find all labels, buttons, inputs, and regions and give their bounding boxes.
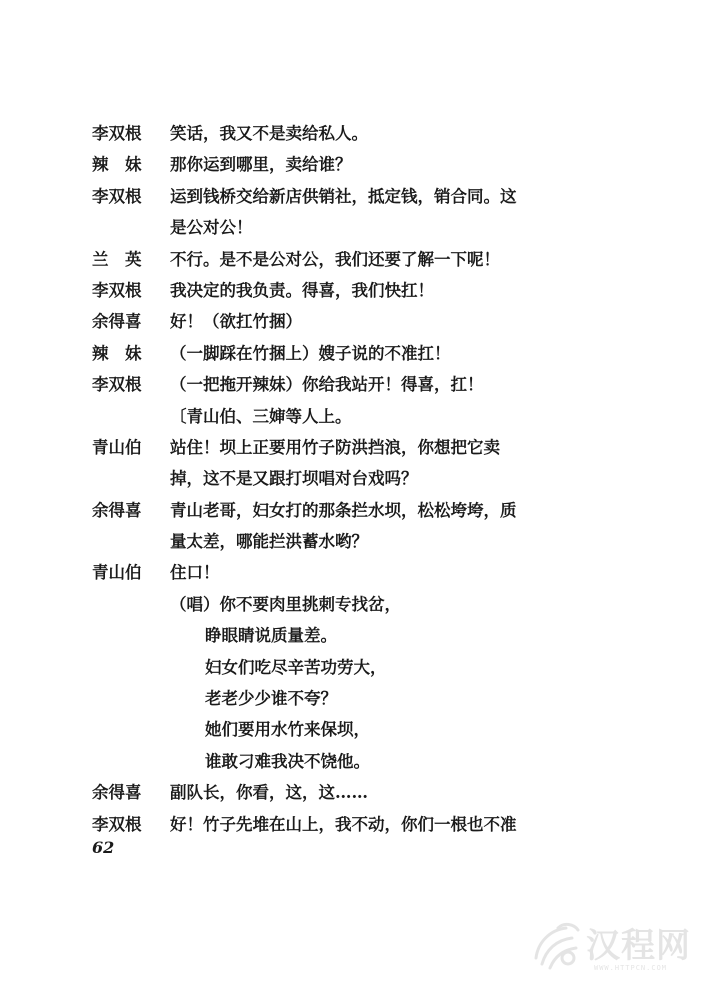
- dialogue-text: 青山老哥，妇女打的那条拦水坝，松松垮垮，质: [170, 500, 517, 520]
- script-line: [92, 589, 562, 620]
- dialogue-text: （一把拖开辣妹）你给我站开！得喜，扛！: [170, 375, 484, 395]
- speaker-name: 李双根: [92, 375, 142, 395]
- script-body: [92, 118, 562, 840]
- speaker-name: 余得喜: [92, 312, 142, 332]
- script-line: [92, 495, 562, 526]
- speaker-name: 青山伯: [92, 437, 142, 457]
- script-line: [92, 181, 562, 212]
- dialogue-text: （一脚踩在竹捆上）嫂子说的不准扛！: [170, 343, 451, 363]
- script-line: [92, 809, 562, 840]
- script-line: [92, 118, 562, 149]
- continuation-text: 妇女们吃尽辛苦功劳大，: [205, 657, 387, 677]
- script-line: [92, 557, 562, 588]
- script-line: [92, 244, 562, 275]
- continuation-text: 睁眼睛说质量差。: [205, 626, 337, 646]
- continuation-text: 量太差，哪能拦洪蓄水哟？: [170, 532, 368, 552]
- script-line: [92, 620, 562, 651]
- continuation-text: 是公对公！: [170, 218, 253, 238]
- script-line: [92, 401, 562, 432]
- script-line: [92, 714, 562, 745]
- speaker-name: 李双根: [92, 186, 142, 206]
- continuation-text: 〔青山伯、三婶等人上。: [170, 406, 352, 426]
- script-line: [92, 212, 562, 243]
- dialogue-text: 不行。是不是公对公，我们还要了解一下呢！: [170, 249, 500, 269]
- script-line: [92, 526, 562, 557]
- speaker-name: 辣 妹: [92, 343, 142, 363]
- script-line: [92, 463, 562, 494]
- watermark-url: WWW.HTTPCN.COM: [594, 964, 668, 972]
- continuation-text: 谁敢刁难我决不饶他。: [205, 751, 370, 771]
- script-line: [92, 275, 562, 306]
- dialogue-text: 好！竹子先堆在山上，我不动，你们一根也不准: [170, 814, 517, 834]
- speaker-name: 李双根: [92, 814, 142, 834]
- script-line: [92, 683, 562, 714]
- dialogue-text: 运到钱桥交给新店供销社，抵定钱，销合同。这: [170, 186, 517, 206]
- continuation-text: 老老少少谁不夸？: [205, 689, 337, 709]
- dialogue-text: 那你运到哪里，卖给谁？: [170, 155, 352, 175]
- watermark-name: 汉程网: [586, 926, 691, 966]
- speaker-name: 余得喜: [92, 783, 142, 803]
- script-line: [92, 306, 562, 337]
- speaker-name: 余得喜: [92, 500, 142, 520]
- dialogue-text: 站住！坝上正要用竹子防洪挡浪，你想把它卖: [170, 437, 500, 457]
- script-line: [92, 338, 562, 369]
- speaker-name: 兰 英: [92, 249, 142, 269]
- script-line: [92, 652, 562, 683]
- dialogue-text: 好！（欲扛竹捆）: [170, 312, 302, 332]
- page-number: 62: [92, 838, 115, 857]
- httpcn-logo-icon: [528, 918, 586, 980]
- continuation-text: （唱）你不要肉里挑刺专找岔，: [170, 594, 401, 614]
- dialogue-text: 住口！: [170, 563, 220, 583]
- dialogue-text: 笑话，我又不是卖给私人。: [170, 124, 368, 143]
- watermark: [528, 916, 698, 986]
- speaker-name: 青山伯: [92, 563, 142, 583]
- script-line: [92, 777, 562, 808]
- continuation-text: 掉，这不是又跟打坝唱对台戏吗？: [170, 469, 418, 489]
- script-line: [92, 746, 562, 777]
- speaker-name: 李双根: [92, 124, 142, 143]
- dialogue-text: 我决定的我负责。得喜，我们快扛！: [170, 280, 434, 300]
- continuation-text: 她们要用水竹来保坝，: [205, 720, 370, 740]
- dialogue-text: 副队长，你看，这，这……: [170, 783, 368, 803]
- speaker-name: 李双根: [92, 280, 142, 300]
- speaker-name: 辣 妹: [92, 155, 142, 175]
- script-line: [92, 369, 562, 400]
- script-line: [92, 149, 562, 180]
- script-line: [92, 432, 562, 463]
